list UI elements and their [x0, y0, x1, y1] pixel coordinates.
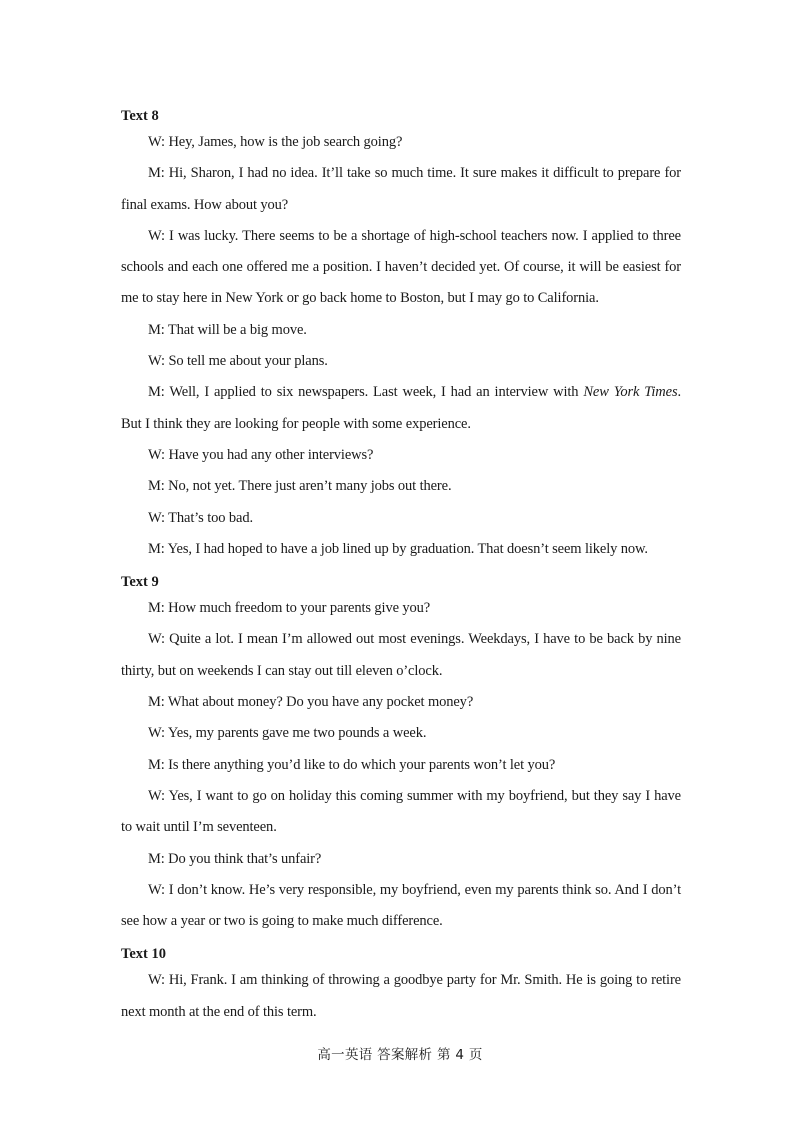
dialogue-line: M: How much freedom to your parents give you?	[148, 600, 431, 617]
dialogue-line: M: Yes, I had hoped to have a job lined up by graduation. That doesn’t seem likely now.	[148, 540, 648, 557]
dialogue-line: W: So tell me about your plans.	[148, 353, 328, 370]
page-content	[121, 105, 681, 1028]
dialogue-line: W: That’s too bad.	[148, 509, 253, 526]
dialogue-line: M: Do you think that’s unfair?	[148, 850, 322, 867]
dialogue-line: M: Hi, Sharon, I had no idea. It’ll take so much time. It sure makes it difficult to prepare for final exams. How about you?	[121, 165, 681, 213]
dialogue-line: W: Have you had any other interviews?	[148, 446, 374, 463]
dialogue-line: W: Hi, Frank. I am thinking of throwing a goodbye party for Mr. Smith. He is going to retire next month at the end of this term.	[121, 972, 681, 1020]
dialogue-line: W: Yes, my parents gave me two pounds a week.	[148, 725, 427, 742]
section-text-8	[121, 105, 681, 565]
dialogue-line: M: Is there anything you’d like to do which your parents won’t let you?	[148, 756, 556, 773]
dialogue-line: W: Yes, I want to go on holiday this coming summer with my boyfriend, but they say I have to wait until I’m seventeen.	[121, 787, 681, 836]
dialogue-line: M: That will be a big move.	[148, 321, 307, 338]
dialogue-line: W: Quite a lot. I mean I’m allowed out most evenings. Weekdays, I have to be back by nine thirty, but on weekends I can stay out till eleven o’clock.	[121, 631, 681, 679]
section-text-9	[121, 571, 681, 937]
section-heading: Text 10	[121, 946, 166, 963]
dialogue-line: M: No, not yet. There just aren’t many jobs out there.	[148, 478, 452, 495]
dialogue-line: W: I don’t know. He’s very responsible, my boyfriend, even my parents think so. And I don’t see how a year or two is going to make much difference.	[121, 881, 681, 930]
section-heading: Text 8	[121, 108, 159, 124]
page-footer: 高一英语 答案解析 第 4 页	[317, 1047, 483, 1063]
section-text-10	[121, 943, 681, 1028]
dialogue-text: . But I think they are looking for people with some experience.	[121, 384, 681, 432]
dialogue-text: M: Well, I applied to six newspapers. Last week, I had an interview with	[148, 384, 584, 401]
section-heading: Text 9	[121, 574, 159, 591]
dialogue-line: M: What about money? Do you have any pocket money?	[148, 694, 474, 711]
newspaper-title: New York Times	[583, 384, 678, 401]
dialogue-line: W: Hey, James, how is the job search going?	[148, 134, 403, 150]
dialogue-line	[121, 377, 681, 440]
dialogue-line: W: I was lucky. There seems to be a shortage of high-school teachers now. I applied to three schools and each one offered me a position. I haven’t decided yet. Of course, it will be easiest for me to stay here in New York or go back home to Boston, but I may go to California.	[121, 227, 681, 307]
